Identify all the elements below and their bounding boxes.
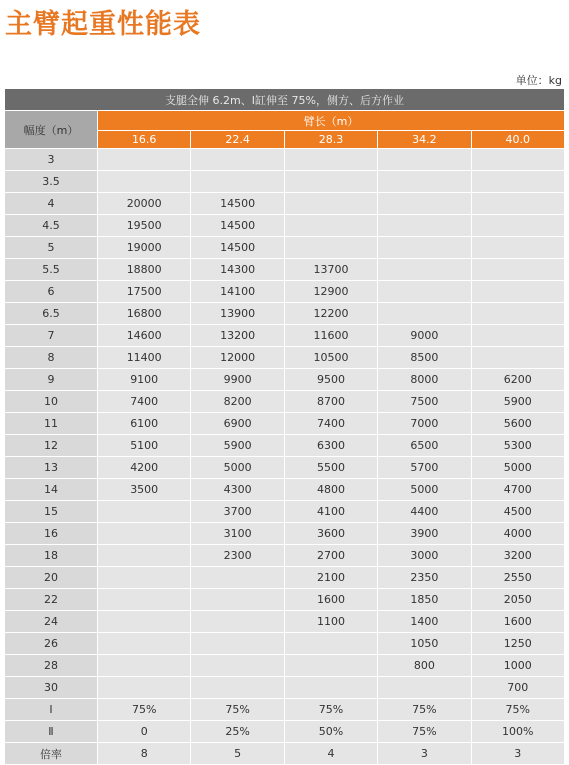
boom-length-cell: 22.4 — [191, 131, 284, 149]
page-title: 主臂起重性能表 — [5, 9, 201, 40]
load-cell: 75% — [191, 699, 284, 721]
load-cell: 50% — [284, 721, 377, 743]
radius-cell: 11 — [5, 413, 98, 435]
table-row — [5, 699, 565, 721]
radius-cell: 24 — [5, 611, 98, 633]
load-cell: 2100 — [284, 567, 377, 589]
load-cell: 75% — [378, 721, 471, 743]
load-cell — [471, 325, 564, 347]
load-cell: 12000 — [191, 347, 284, 369]
load-cell: 12200 — [284, 303, 377, 325]
radius-cell: 3 — [5, 149, 98, 171]
load-cell — [378, 303, 471, 325]
load-cell: 16800 — [98, 303, 191, 325]
radius-cell: Ⅱ — [5, 721, 98, 743]
load-cell: 5000 — [471, 457, 564, 479]
load-cell: 7500 — [378, 391, 471, 413]
load-cell: 75% — [284, 699, 377, 721]
radius-cell: 倍率 — [5, 743, 98, 765]
table-row — [5, 303, 565, 325]
radius-cell: 3.5 — [5, 171, 98, 193]
load-cell — [191, 655, 284, 677]
load-cell: 2350 — [378, 567, 471, 589]
load-cell: 5100 — [98, 435, 191, 457]
load-cell: 9100 — [98, 369, 191, 391]
load-cell: 8 — [98, 743, 191, 765]
radius-header: 幅度（m） — [5, 111, 98, 149]
radius-cell: Ⅰ — [5, 699, 98, 721]
load-cell — [284, 171, 377, 193]
load-cell — [98, 677, 191, 699]
load-cell — [98, 523, 191, 545]
load-cell: 11600 — [284, 325, 377, 347]
load-cell: 19000 — [98, 237, 191, 259]
load-cell — [191, 633, 284, 655]
load-cell: 1250 — [471, 633, 564, 655]
load-cell: 3500 — [98, 479, 191, 501]
load-cell — [471, 149, 564, 171]
radius-cell: 26 — [5, 633, 98, 655]
load-cell: 20000 — [98, 193, 191, 215]
table-row — [5, 655, 565, 677]
load-cell — [471, 303, 564, 325]
condition-text: 支腿全伸 6.2m、Ⅰ缸伸至 75%，侧方、后方作业 — [5, 89, 565, 111]
load-cell: 8000 — [378, 369, 471, 391]
radius-cell: 22 — [5, 589, 98, 611]
load-cell — [284, 677, 377, 699]
load-cell: 4000 — [471, 523, 564, 545]
radius-cell: 10 — [5, 391, 98, 413]
boom-length-cell: 40.0 — [471, 131, 564, 149]
load-cell — [284, 633, 377, 655]
load-cell: 5000 — [191, 457, 284, 479]
load-cell: 10500 — [284, 347, 377, 369]
table-row — [5, 149, 565, 171]
load-cell: 3000 — [378, 545, 471, 567]
load-cell — [191, 149, 284, 171]
load-cell: 8500 — [378, 347, 471, 369]
load-chart-table — [4, 88, 565, 765]
radius-cell: 28 — [5, 655, 98, 677]
table-row — [5, 281, 565, 303]
load-cell: 1600 — [471, 611, 564, 633]
table-row — [5, 501, 565, 523]
load-cell — [471, 237, 564, 259]
load-cell: 14500 — [191, 193, 284, 215]
load-cell — [378, 259, 471, 281]
boom-length-cell: 34.2 — [378, 131, 471, 149]
load-cell: 100% — [471, 721, 564, 743]
boom-length-cell: 16.6 — [98, 131, 191, 149]
load-cell: 8200 — [191, 391, 284, 413]
load-cell: 4100 — [284, 501, 377, 523]
load-cell — [378, 171, 471, 193]
load-cell: 12900 — [284, 281, 377, 303]
radius-cell: 4 — [5, 193, 98, 215]
table-row — [5, 413, 565, 435]
load-cell — [98, 501, 191, 523]
table-row — [5, 589, 565, 611]
radius-cell: 8 — [5, 347, 98, 369]
load-table-body — [5, 149, 565, 765]
radius-cell: 7 — [5, 325, 98, 347]
boom-length-header: 臂长（m） — [98, 111, 565, 131]
load-cell — [284, 237, 377, 259]
load-cell: 1850 — [378, 589, 471, 611]
radius-cell: 6.5 — [5, 303, 98, 325]
load-cell: 700 — [471, 677, 564, 699]
load-cell — [471, 259, 564, 281]
load-cell: 17500 — [98, 281, 191, 303]
load-cell: 14300 — [191, 259, 284, 281]
load-cell: 5700 — [378, 457, 471, 479]
load-cell: 1050 — [378, 633, 471, 655]
load-cell: 4500 — [471, 501, 564, 523]
load-cell: 9000 — [378, 325, 471, 347]
load-cell — [378, 149, 471, 171]
load-cell — [98, 589, 191, 611]
load-cell: 7000 — [378, 413, 471, 435]
load-cell: 5600 — [471, 413, 564, 435]
load-cell: 75% — [471, 699, 564, 721]
load-cell: 14600 — [98, 325, 191, 347]
load-cell — [378, 677, 471, 699]
load-cell: 6100 — [98, 413, 191, 435]
load-cell: 4300 — [191, 479, 284, 501]
load-cell: 25% — [191, 721, 284, 743]
load-cell: 0 — [98, 721, 191, 743]
load-cell — [191, 567, 284, 589]
load-cell — [471, 171, 564, 193]
load-cell — [471, 215, 564, 237]
table-row — [5, 611, 565, 633]
load-cell: 9900 — [191, 369, 284, 391]
load-cell: 2700 — [284, 545, 377, 567]
table-row — [5, 193, 565, 215]
table-row — [5, 677, 565, 699]
condition-row — [5, 89, 565, 111]
load-cell: 4200 — [98, 457, 191, 479]
load-cell: 3 — [378, 743, 471, 765]
load-cell: 3200 — [471, 545, 564, 567]
load-cell: 5000 — [378, 479, 471, 501]
load-cell: 5300 — [471, 435, 564, 457]
table-row — [5, 567, 565, 589]
load-cell: 6500 — [378, 435, 471, 457]
table-row — [5, 171, 565, 193]
load-cell: 2300 — [191, 545, 284, 567]
load-cell: 800 — [378, 655, 471, 677]
unit-label: 单位：kg — [515, 74, 562, 87]
load-cell — [98, 149, 191, 171]
table-row — [5, 545, 565, 567]
table-row — [5, 259, 565, 281]
table-row — [5, 633, 565, 655]
load-cell: 9500 — [284, 369, 377, 391]
radius-cell: 5.5 — [5, 259, 98, 281]
load-cell — [98, 567, 191, 589]
load-cell — [284, 193, 377, 215]
load-cell: 6300 — [284, 435, 377, 457]
load-cell: 7400 — [284, 413, 377, 435]
load-cell: 18800 — [98, 259, 191, 281]
table-row — [5, 237, 565, 259]
radius-cell: 4.5 — [5, 215, 98, 237]
load-cell: 19500 — [98, 215, 191, 237]
load-cell — [98, 655, 191, 677]
load-cell — [284, 149, 377, 171]
load-cell: 14500 — [191, 215, 284, 237]
load-cell: 5900 — [471, 391, 564, 413]
load-cell: 4 — [284, 743, 377, 765]
load-cell: 5900 — [191, 435, 284, 457]
radius-cell: 20 — [5, 567, 98, 589]
table-row — [5, 391, 565, 413]
load-cell: 7400 — [98, 391, 191, 413]
load-cell: 14500 — [191, 237, 284, 259]
load-cell — [191, 611, 284, 633]
radius-cell: 12 — [5, 435, 98, 457]
load-cell: 4800 — [284, 479, 377, 501]
table-row — [5, 435, 565, 457]
load-cell: 8700 — [284, 391, 377, 413]
load-cell — [378, 193, 471, 215]
load-cell: 1600 — [284, 589, 377, 611]
load-cell — [191, 589, 284, 611]
load-cell: 2050 — [471, 589, 564, 611]
table-row — [5, 479, 565, 501]
load-cell: 13700 — [284, 259, 377, 281]
load-cell — [471, 193, 564, 215]
table-row — [5, 457, 565, 479]
table-row — [5, 721, 565, 743]
load-cell: 11400 — [98, 347, 191, 369]
table-row — [5, 347, 565, 369]
table-row — [5, 523, 565, 545]
load-cell: 6200 — [471, 369, 564, 391]
load-cell — [471, 281, 564, 303]
radius-cell: 9 — [5, 369, 98, 391]
load-cell: 6900 — [191, 413, 284, 435]
table-row — [5, 369, 565, 391]
table-row — [5, 215, 565, 237]
load-cell — [191, 677, 284, 699]
radius-cell: 18 — [5, 545, 98, 567]
radius-cell: 16 — [5, 523, 98, 545]
load-cell: 3700 — [191, 501, 284, 523]
load-cell: 2550 — [471, 567, 564, 589]
load-cell — [284, 655, 377, 677]
load-cell: 13900 — [191, 303, 284, 325]
load-cell: 14100 — [191, 281, 284, 303]
load-cell — [191, 171, 284, 193]
load-cell: 3900 — [378, 523, 471, 545]
load-cell: 75% — [378, 699, 471, 721]
load-cell — [98, 611, 191, 633]
load-cell — [378, 281, 471, 303]
load-cell: 1000 — [471, 655, 564, 677]
radius-cell: 5 — [5, 237, 98, 259]
load-cell — [98, 171, 191, 193]
boom-length-cell: 28.3 — [284, 131, 377, 149]
load-cell — [471, 347, 564, 369]
load-cell: 75% — [98, 699, 191, 721]
load-cell: 4400 — [378, 501, 471, 523]
radius-cell: 13 — [5, 457, 98, 479]
radius-cell: 6 — [5, 281, 98, 303]
load-cell: 3 — [471, 743, 564, 765]
load-cell — [98, 633, 191, 655]
load-cell — [284, 215, 377, 237]
radius-cell: 15 — [5, 501, 98, 523]
load-cell — [98, 545, 191, 567]
load-cell: 1100 — [284, 611, 377, 633]
load-cell: 3100 — [191, 523, 284, 545]
radius-cell: 14 — [5, 479, 98, 501]
load-cell: 3600 — [284, 523, 377, 545]
load-cell: 5500 — [284, 457, 377, 479]
load-cell: 4700 — [471, 479, 564, 501]
radius-cell: 30 — [5, 677, 98, 699]
load-cell — [378, 237, 471, 259]
load-cell: 13200 — [191, 325, 284, 347]
table-row — [5, 325, 565, 347]
load-cell — [378, 215, 471, 237]
load-cell: 1400 — [378, 611, 471, 633]
load-cell: 5 — [191, 743, 284, 765]
